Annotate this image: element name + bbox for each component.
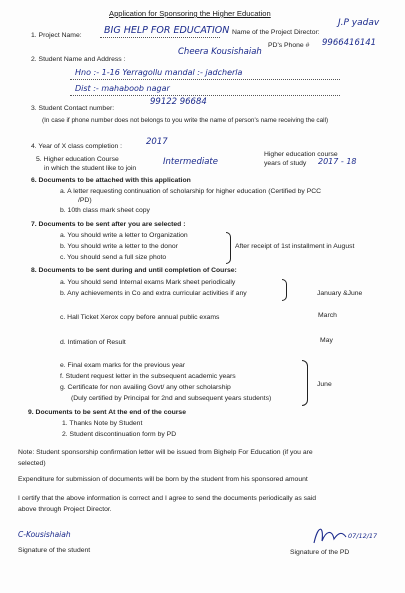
- section-8-d-when: May: [320, 337, 333, 344]
- sponsorship-note: Note: Student sponsorship confirmation letter will be issued from Bighelp For Education (if you are: [18, 449, 313, 456]
- student-name-label: 2. Student Name and Address :: [31, 56, 126, 63]
- section-7-heading: 7. Documents to be sent after you are selected :: [31, 221, 186, 228]
- course-label-2: in which the student like to join: [44, 165, 137, 172]
- section-7-c: c. You should send a full size photo: [60, 254, 167, 261]
- pd-signature-date: 07/12/17: [348, 532, 378, 540]
- pd-phone-value: 9966416141: [322, 38, 377, 48]
- section-8-a: a. You should send Internal exams Mark sheet periodically: [60, 279, 236, 286]
- student-signature: C-Kousishaiah: [18, 530, 71, 539]
- section-6-b: b. 10th class mark sheet copy: [60, 207, 150, 214]
- section-8-g: g. Certificate for non availing Govt/ any other scholarship: [60, 384, 231, 391]
- section-8-efg-when: June: [317, 381, 332, 388]
- section-8-g-note: (Duly certified by Principal for 2nd and subsequent years students): [71, 395, 272, 402]
- expenditure-note: Expenditure for submission of documents will be born by the student from his sponsored amount: [18, 476, 308, 483]
- section-6-heading: 6. Documents to be attached with this application: [31, 177, 191, 184]
- section-8-f: f. Student request letter in the subsequent academic years: [60, 373, 236, 380]
- section-6-a: a. A letter requesting continuation of scholarship for higher education (Certified by PCC: [60, 188, 322, 195]
- address-line-1: Hno :- 1-16 Yerragollu mandal :- jadcherla: [75, 68, 243, 77]
- project-name-value: BIG HELP FOR EDUCATION: [104, 25, 230, 36]
- year-x-label: 4. Year of X class completion :: [31, 143, 123, 150]
- section-8-heading: 8. Documents to be sent during and until completion of Course:: [31, 267, 237, 274]
- section-8-e: e. Final exam marks for the previous year: [60, 362, 186, 369]
- student-signature-label: Signature of the student: [18, 547, 91, 554]
- section-8-c: c. Hall Ticket Xerox copy before annual public exams: [60, 314, 220, 321]
- section-9-1: 1. Thanks Note by Student: [62, 420, 143, 427]
- address-line-2: Dist :- mahaboob nagar: [75, 84, 170, 93]
- pd-phone-label: PD's Phone #: [268, 42, 310, 49]
- director-value: J.P yadav: [338, 18, 380, 28]
- course-value: Intermediate: [163, 157, 218, 167]
- student-name-value: Cheera Kousishaiah: [178, 47, 262, 57]
- contact-value: 99122 96684: [150, 97, 207, 107]
- section-8-ab-when: January &June: [317, 290, 363, 297]
- project-name-label: 1. Project Name:: [31, 32, 82, 39]
- year-x-value: 2017: [146, 137, 168, 147]
- section-6-a-cont: /PD): [78, 197, 92, 204]
- years-value: 2017 - 18: [318, 157, 357, 166]
- sponsorship-note-cont: selected): [18, 460, 46, 467]
- years-label-2: years of study: [264, 160, 307, 167]
- section-7-b: b. You should write a letter to the donor: [60, 243, 178, 250]
- years-label-1: Higher education course: [264, 151, 338, 158]
- section-9-heading: 9. Documents to be sent At the end of the course: [28, 409, 186, 416]
- contact-label: 3. Student Contact number:: [31, 105, 115, 112]
- section-8-d: d. Intimation of Result: [60, 339, 126, 346]
- declaration-line-1: I certify that the above information is correct and I agree to send the documents periodically as said: [18, 495, 317, 502]
- section-7-a: a. You should write a letter to Organization: [60, 232, 188, 239]
- contact-note: (In case if phone number does not belongs to you write the name of person's name receiving the call): [42, 117, 329, 124]
- course-label-1: 5. Higher education Course: [36, 156, 119, 163]
- director-label: Name of the Project Director:: [232, 29, 320, 36]
- section-7-note: After receipt of 1st installment in August: [235, 243, 355, 250]
- pd-signature-label: Signature of the PD: [290, 549, 350, 556]
- section-8-c-when: March: [318, 312, 337, 319]
- section-8-b: b. Any achievements in Co and extra curricular activities if any: [60, 290, 247, 297]
- form-title: Application for Sponsoring the Higher Education: [109, 9, 271, 18]
- section-9-2: 2. Student discontinuation form by PD: [62, 431, 177, 438]
- declaration-line-2: above through Project Director.: [18, 506, 112, 513]
